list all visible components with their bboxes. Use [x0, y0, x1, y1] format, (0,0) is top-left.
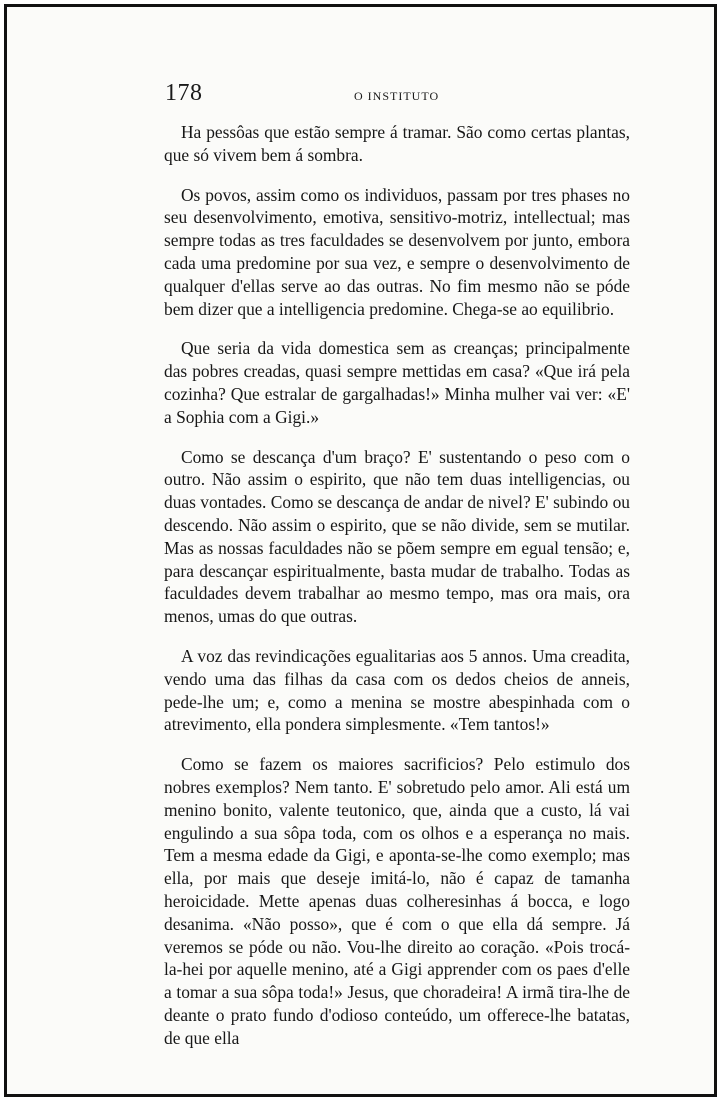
- paragraph-plants: Ha pessôas que estão sempre á tramar. São como certas plantas, que só vivem bem á sombra.: [164, 122, 630, 165]
- page-number: 178: [165, 80, 203, 106]
- running-title: O INSTITUTO: [354, 89, 440, 103]
- paragraph-sacrifices: Como se fazem os maiores sacrificios? Pelo estimulo dos nobres exemplos? Nem tanto. E' sobretudo pelo amor. Ali está um menino bonito, valente teutonico, que, ainda que a custo, lá vai engulindo a sua sôpa toda, com os olhos e a esperança no mais. Tem a mesma edade da Gigi, e aponta-se-lhe como exemplo; mas ella, por mais que deseje imitá-lo, não é capaz de tamanha heroicidade. Mette apenas duas colheresinhas á bocca, e logo desanima. «Não posso», que é com o que ella dá sempre. Já veremos se póde ou não. Vou-lhe direito ao coração. «Pois trocá-la-hei por aquelle menino, até a Gigi apprender com os paes d'elle a tomar a sua sôpa toda!» Jesus, que choradeira! A irmã tira-lhe de deante o prato fundo d'odioso conteúdo, um offerece-lhe batatas, de que ella: [164, 754, 630, 1048]
- page-header: [165, 80, 645, 110]
- paragraph-domestic-life: Que seria da vida domestica sem as creanças; principalmente das pobres creadas, quasi sempre mettidas em casa? «Que irá pela cozinha? Que estralar de gargalhadas!» Minha mulher vai ver: «E' a Sophia com a Gigi.»: [164, 338, 630, 427]
- text-body: [164, 121, 630, 1049]
- paragraph-rest-of-spirit: Como se descança d'um braço? E' sustentando o peso com o outro. Não assim o espirito, que não tem duas intelligencias, ou duas vontades. Como se descança de andar de nivel? E' subindo ou descendo. Não assim o espirito, que se não divide, sem se mutilar. Mas as nossas faculdades não se põem sempre em egual tensão; e, para descançar espiritualmente, basta mudar de trabalho. Todas as faculdades devem trabalhar ao mesmo tempo, mas ora mais, ora menos, umas do que outras.: [164, 446, 630, 627]
- paragraph-development-phases: Os povos, assim como os individuos, passam por tres phases no seu desenvolvimento, emotiva, sensitivo-motriz, intellectual; mas sempre todas as tres faculdades se desenvolvem por junto, embora cada uma predomine por sua vez, e sempre o desenvolvimento de qualquer d'ellas serve ao das outras. No fim mesmo não se póde bem dizer que a intelligencia predomine. Chega-se ao equilibrio.: [164, 184, 630, 319]
- paragraph-egalitarian-claims: A voz das revindicações egualitarias aos 5 annos. Uma creadita, vendo uma das filhas da casa com os dedos cheios de anneis, pede-lhe um; e, como a menina se mostre abespinhada com o atrevimento, ella pondera simplesmente. «Tem tantos!»: [164, 645, 630, 735]
